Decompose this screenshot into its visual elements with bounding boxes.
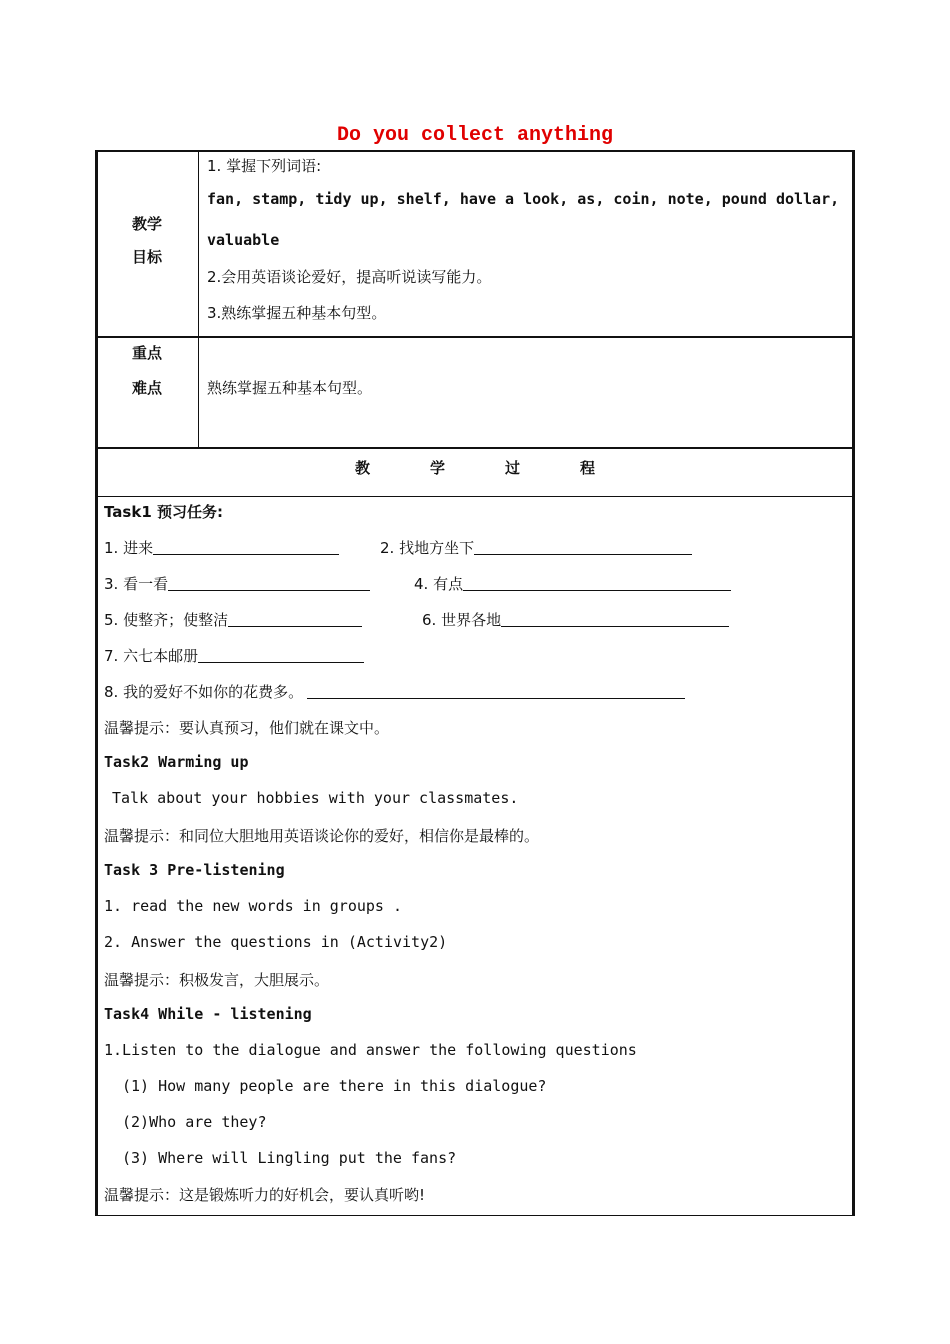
answer-blank[interactable] xyxy=(228,612,362,627)
answer-blank[interactable] xyxy=(501,612,729,627)
task4-question-2: (2)Who are they? xyxy=(122,1113,267,1131)
question-text: 5. 使整齐；使整洁 xyxy=(104,611,229,629)
objectives-item-1: 1. 掌握下列词语: xyxy=(207,157,322,175)
question-text: 8. 我的爱好不如你的花费多。 xyxy=(104,683,304,701)
task1-question-3 xyxy=(104,573,370,594)
objectives-item-3: 3.熟练掌握五种基本句型。 xyxy=(207,304,387,322)
task2-tip: 温馨提示：和同位大胆地用英语谈论你的爱好，相信你是最棒的。 xyxy=(104,827,540,845)
task4-title: Task4 While - listening xyxy=(104,1005,312,1023)
answer-blank[interactable] xyxy=(168,576,370,591)
task3-title: Task 3 Pre-listening xyxy=(104,861,285,879)
answer-blank[interactable] xyxy=(153,540,339,555)
task1-question-6 xyxy=(422,609,729,630)
task4-tip: 温馨提示：这是锻炼听力的好机会，要认真听哟! xyxy=(104,1186,426,1204)
task4-question-3: (3) Where will Lingling put the fans? xyxy=(122,1149,457,1167)
keypoints-content: 熟练掌握五种基本句型。 xyxy=(207,379,373,397)
question-text: 4. 有点 xyxy=(414,575,464,593)
task3-step-1: 1. read the new words in groups . xyxy=(104,897,403,915)
objectives-label-2: 目标 xyxy=(131,248,162,266)
vocabulary-line-2: valuable xyxy=(207,231,280,249)
page-title: Do you collect anything xyxy=(336,124,614,147)
row-divider xyxy=(95,496,855,497)
objectives-item-2: 2.会用英语谈论爱好，提高听说读写能力。 xyxy=(207,268,492,286)
answer-blank[interactable] xyxy=(474,540,692,555)
question-text: 2. 找地方坐下 xyxy=(380,539,475,557)
answer-blank[interactable] xyxy=(198,648,364,663)
row-divider xyxy=(95,447,855,449)
objectives-label-1: 教学 xyxy=(131,215,162,233)
answer-blank[interactable] xyxy=(463,576,731,591)
keypoints-label-2: 难点 xyxy=(131,379,162,397)
task1-tip: 温馨提示：要认真预习，他们就在课文中。 xyxy=(104,719,390,737)
task2-instruction: Talk about your hobbies with your classmates. xyxy=(112,789,519,807)
question-text: 7. 六七本邮册 xyxy=(104,647,199,665)
answer-blank[interactable] xyxy=(307,684,685,699)
task1-question-2 xyxy=(380,537,692,558)
task1-question-8 xyxy=(104,681,685,702)
task4-question-1: (1) How many people are there in this dialogue? xyxy=(122,1077,547,1095)
task3-tip: 温馨提示：积极发言，大胆展示。 xyxy=(104,971,330,989)
process-heading-char: 教 xyxy=(355,459,371,477)
task1-question-1 xyxy=(104,537,339,558)
task1-question-4 xyxy=(414,573,731,594)
row-divider xyxy=(95,336,855,338)
process-heading-char: 学 xyxy=(430,459,446,477)
keypoints-label-1: 重点 xyxy=(131,344,162,362)
task1-question-5 xyxy=(104,609,362,630)
task2-title: Task2 Warming up xyxy=(104,753,249,771)
process-heading-char: 过 xyxy=(505,459,521,477)
task1-title: Task1 预习任务: xyxy=(104,503,223,521)
question-text: 6. 世界各地 xyxy=(422,611,502,629)
task1-question-7 xyxy=(104,645,364,666)
question-text: 1. 进来 xyxy=(104,539,154,557)
task4-instruction: 1.Listen to the dialogue and answer the following questions xyxy=(104,1041,637,1059)
task3-step-2: 2. Answer the questions in (Activity2) xyxy=(104,933,448,951)
question-text: 3. 看一看 xyxy=(104,575,169,593)
process-heading-char: 程 xyxy=(580,459,596,477)
vocabulary-line-1: fan, stamp, tidy up, shelf, have a look, as, coin, note, pound dollar, xyxy=(207,190,840,208)
column-divider xyxy=(198,150,199,448)
